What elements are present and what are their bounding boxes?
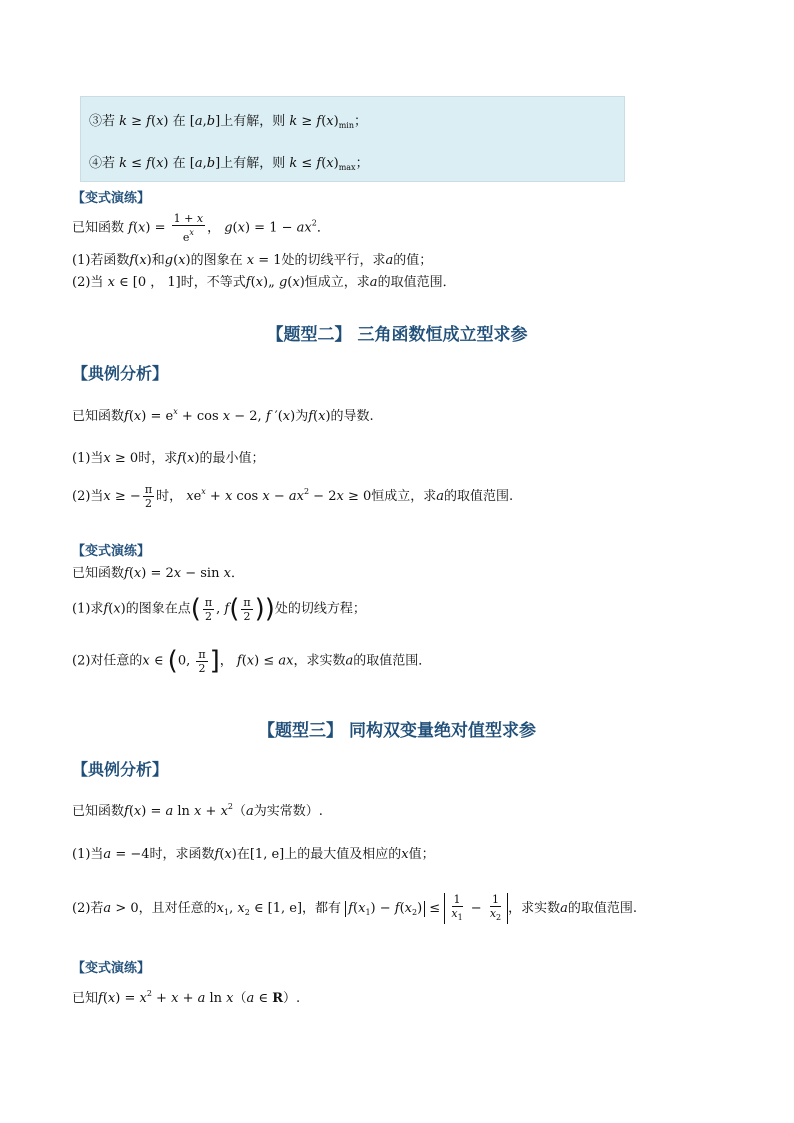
tip-box — [80, 96, 625, 182]
type2-q2: (2)当x ≥ − $\frac{\pi}{2}$ 时， $xe^x + x$ $\cos x - ax^2 - 2x \ge 0$恒成立，求a的取值范围. — [72, 483, 514, 510]
example-label-3: 【典例分析】 — [72, 760, 169, 779]
math-k-ge-f: k ≥ f — [115, 114, 151, 129]
variant2-intro: 已知函数f(x) = 2x − sin x． — [72, 566, 244, 581]
tip-line-3: ③若 k ≥ f(x) 在 [a,b]上有解，则 $k \ge f(x)_{min}$； — [89, 114, 367, 130]
variant3-intro: 已知$f(x) = x^2 + x + a$ ln x（a ∈ R）. — [72, 989, 301, 1006]
heading-type2: 【题型二】 三角函数恒成立型求参 — [266, 325, 528, 345]
variant1-intro: 已知函数 f(x) = $\frac{1 + x}{e^x}$ ， $g(x) = 1 - ax^2$． — [72, 212, 330, 244]
variant2-q1: (1)求f(x)的图象在点( $\frac{\pi}{2}$ , f( $\frac{\pi}{2}$ ))处的切线方程； — [72, 594, 366, 624]
type3-intro: 已知函数f(x) = a $\ln x + x^2(a$为实常数）. — [72, 802, 323, 819]
example-label-2: 【典例分析】 — [72, 364, 169, 383]
fraction: $\frac{1 + x}{e^x}$ — [173, 212, 204, 244]
type3-q2: (2)若a > 0，且对任意的$x_1$, $x_2$ ∈ [1, e]，都有 $f(x_1) - f(x_2)$ ≤ $\frac{1}{x_1}$ − $\frac{1}{x_2}$ ，求实数a的取值范围. — [72, 893, 638, 922]
type2-intro: 已知函数$f(x) = e^x + \cos x - 2$, f ′(x)为f(x)的导数. — [72, 407, 374, 424]
tip-line-4: ④若 k ≤ f(x) 在 [a,b]上有解，则 $k \le f(x)_{max}$； — [89, 156, 369, 172]
variant-label-1: 【变式演练】 — [72, 191, 151, 206]
type3-q1: (1)当a = −4时，求函数f(x)在[1, e]上的最大值及相应的x值； — [72, 847, 435, 862]
variant-label-2: 【变式演练】 — [72, 544, 151, 559]
variant1-q1: (1)若函数f(x)和g(x)的图象在 x = 1处的切线平行，求a的值； — [72, 253, 433, 268]
variant2-q2: (2)对任意的x ∈ (0, $\frac{\pi}{2}$ ]， f(x) ≤ ax，求实数a的取值范围． — [72, 646, 432, 676]
variant1-q2: (2)当 x ∈ [0 ， 1]时，不等式f(x)„ g(x)恒成立，求a的取值范围． — [72, 275, 456, 290]
heading-type3: 【题型三】 同构双变量绝对值型求参 — [258, 721, 536, 741]
type2-q1: (1)当x ≥ 0时，求f(x)的最小值； — [72, 451, 265, 466]
variant-label-3: 【变式演练】 — [72, 961, 151, 976]
